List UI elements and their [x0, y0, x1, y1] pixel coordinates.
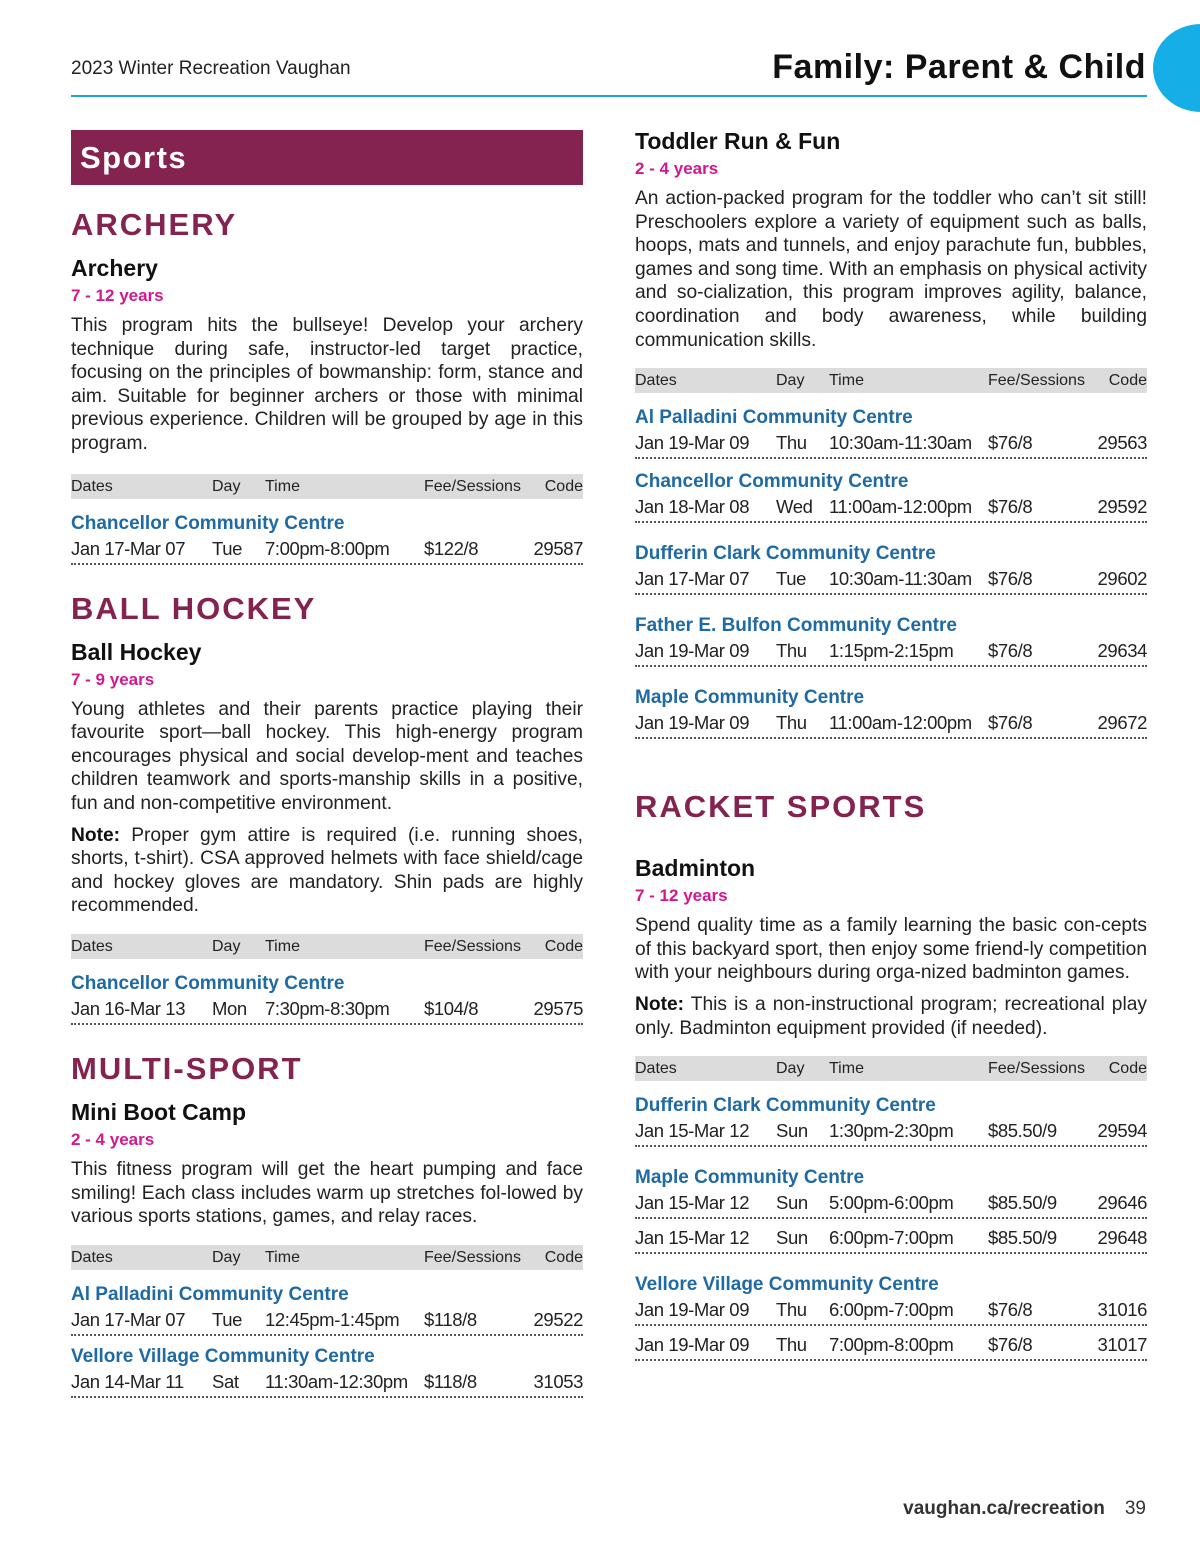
venue-name: Chancellor Community Centre [71, 512, 345, 534]
cell-dates: Jan 19-Mar 09 [635, 1334, 750, 1356]
cell-dates: Jan 17-Mar 07 [635, 568, 750, 590]
cell-time: 6:00pm-7:00pm [829, 1299, 954, 1321]
program-description: Young athletes and their parents practice playing their favourite sport—ball hockey. This high-energy program encourages physical and social develop-ment and teaches children teamwork and sports-manship skills in a positive, fun and non-competitive environment. [71, 698, 583, 814]
cell-code: 31017 [1097, 1334, 1147, 1356]
age-range: 7 - 12 years [635, 886, 728, 906]
cell-code: 29648 [1097, 1227, 1147, 1249]
venue-name: Dufferin Clark Community Centre [635, 543, 936, 565]
cell-day: Thu [776, 1334, 807, 1356]
table-row [71, 535, 583, 565]
footer-url[interactable]: vaughan.ca/recreation [903, 1498, 1105, 1519]
cell-dates: Jan 14-Mar 11 [71, 1370, 184, 1392]
cell-fee: $76/8 [988, 712, 1033, 734]
cell-code: 29672 [1097, 712, 1147, 734]
cell-dates: Jan 19-Mar 09 [635, 1299, 750, 1321]
header-code: Code [544, 1248, 583, 1266]
program-title: Badminton [635, 855, 756, 882]
page-tab-marker [1153, 24, 1200, 112]
cell-dates: Jan 17-Mar 07 [71, 1308, 186, 1330]
cell-time: 11:00am-12:00pm [829, 496, 972, 518]
cell-time: 1:15pm-2:15pm [829, 640, 954, 662]
right-column [635, 128, 1147, 1361]
cell-code: 29522 [533, 1308, 583, 1330]
table-row [635, 1331, 1147, 1361]
cell-day: Tue [212, 537, 242, 559]
cell-fee: $85.50/9 [988, 1120, 1057, 1142]
table-row [635, 429, 1147, 459]
category-multi-sport: MULTI-SPORT [71, 1050, 303, 1086]
cell-time: 11:00am-12:00pm [829, 712, 972, 734]
category-racket-sports: RACKET SPORTS [635, 789, 927, 825]
cell-dates: Jan 15-Mar 12 [635, 1227, 750, 1249]
note-text: Proper gym attire is required (i.e. running shoes, shorts, t-shirt). CSA approved helmets with face shield/cage and hockey gloves are mandatory. Shin pads are highly recommended. [71, 824, 583, 917]
header-dates: Dates [71, 937, 113, 955]
cell-dates: Jan 17-Mar 07 [71, 537, 186, 559]
program-description: This program hits the bullseye! Develop your archery technique during safe, instructor-led target practice, focusing on the principles of bowmanship: form, stance and aim. Suitable for beginner archers or those with minimal previous experience. Children will be grouped by age in this program. [71, 315, 583, 454]
cell-day: Tue [776, 568, 806, 590]
cell-fee: $76/8 [988, 640, 1033, 662]
venue-name: Chancellor Community Centre [635, 471, 909, 493]
cell-fee: $85.50/9 [988, 1227, 1057, 1249]
cell-time: 7:00pm-8:00pm [829, 1334, 954, 1356]
venue-name: Al Palladini Community Centre [635, 407, 913, 429]
cell-fee: $76/8 [988, 1299, 1033, 1321]
cell-fee: $122/8 [424, 537, 479, 559]
venue-name: Maple Community Centre [635, 687, 865, 709]
category-ball-hockey: BALL HOCKEY [71, 590, 317, 626]
header-fee: Fee/Sessions [424, 937, 521, 955]
cell-day: Sun [776, 1227, 808, 1249]
cell-code: 29634 [1097, 640, 1147, 662]
header-code: Code [1108, 1060, 1147, 1078]
program-title: Archery [71, 255, 158, 281]
cell-dates: Jan 15-Mar 12 [635, 1120, 750, 1142]
cell-dates: Jan 19-Mar 09 [635, 712, 750, 734]
header-time: Time [265, 1248, 300, 1266]
program-title: Mini Boot Camp [71, 1098, 247, 1125]
program-title: Toddler Run & Fun [635, 128, 841, 154]
cell-fee: $76/8 [988, 1334, 1033, 1356]
header-time: Time [829, 1060, 864, 1078]
venue-name: Vellore Village Community Centre [635, 1274, 939, 1296]
cell-day: Mon [212, 997, 247, 1019]
header-day: Day [212, 1248, 241, 1266]
cell-day: Thu [776, 712, 807, 734]
program-description: Spend quality time as a family learning the basic con-cepts of this backyard sport, then enjoy some friend-ly competition with your neighbours during orga-nized badminton games. [635, 915, 1147, 984]
cell-fee: $118/8 [424, 1308, 477, 1330]
cell-day: Sat [212, 1370, 239, 1392]
age-range: 2 - 4 years [635, 159, 719, 178]
age-range: 7 - 12 years [71, 286, 164, 305]
cell-dates: Jan 18-Mar 08 [635, 496, 750, 518]
cell-day: Thu [776, 640, 807, 662]
cell-code: 29563 [1097, 432, 1147, 454]
header-day: Day [776, 1060, 805, 1078]
program-note [635, 993, 1147, 1040]
header-day: Day [212, 477, 241, 495]
cell-code: 29592 [1097, 496, 1147, 518]
cell-dates: Jan 15-Mar 12 [635, 1192, 750, 1214]
program-note [71, 824, 583, 918]
table-row [635, 493, 1147, 523]
table-header [635, 368, 1147, 393]
table-row [635, 637, 1147, 667]
header-code: Code [1108, 372, 1147, 390]
header-day: Day [212, 937, 241, 955]
venue-name: Dufferin Clark Community Centre [635, 1095, 936, 1117]
cell-code: 29646 [1097, 1192, 1147, 1214]
program-description: This fitness program will get the heart pumping and face smiling! Each class includes warm up stretches fol-lowed by various sports stations, games, and relay races. [71, 1158, 583, 1228]
cell-time: 10:30am-11:30am [829, 568, 972, 590]
cell-fee: $76/8 [988, 568, 1033, 590]
header-time: Time [265, 937, 300, 955]
cell-dates: Jan 19-Mar 09 [635, 432, 750, 454]
header-fee: Fee/Sessions [988, 372, 1085, 390]
program-title: Ball Hockey [71, 638, 202, 665]
venue-name: Maple Community Centre [635, 1167, 865, 1189]
cell-code: 31016 [1097, 1299, 1147, 1321]
left-column [71, 130, 583, 1398]
guide-title: 2023 Winter Recreation Vaughan [71, 58, 351, 79]
venue-name: Father E. Bulfon Community Centre [635, 615, 957, 637]
table-row [635, 1224, 1147, 1254]
header-code: Code [544, 477, 583, 495]
note-label: Note: [635, 993, 685, 1015]
header-fee: Fee/Sessions [424, 477, 521, 495]
cell-code: 29575 [533, 997, 583, 1019]
table-header [71, 474, 583, 499]
header-dates: Dates [71, 1248, 113, 1266]
header-fee: Fee/Sessions [424, 1248, 521, 1266]
age-range: 2 - 4 years [71, 1129, 155, 1149]
cell-fee: $118/8 [424, 1370, 477, 1392]
header-fee: Fee/Sessions [988, 1060, 1085, 1078]
cell-day: Sun [776, 1120, 808, 1142]
cell-code: 31053 [533, 1370, 583, 1392]
page-number: 39 [1124, 1498, 1146, 1519]
cell-time: 7:00pm-8:00pm [265, 537, 390, 559]
table-row [635, 1117, 1147, 1147]
cell-code: 29602 [1097, 568, 1147, 590]
cell-time: 10:30am-11:30am [829, 432, 972, 454]
cell-day: Wed [776, 496, 813, 518]
cell-fee: $76/8 [988, 432, 1033, 454]
cell-time: 5:00pm-6:00pm [829, 1192, 954, 1214]
note-text: This is a non-instructional program; recreational play only. Badminton equipment provided (if needed). [635, 993, 1147, 1039]
header-time: Time [829, 372, 864, 390]
category-archery: ARCHERY [71, 207, 238, 242]
header-dates: Dates [71, 477, 113, 495]
cell-code: 29587 [533, 537, 583, 559]
cell-time: 7:30pm-8:30pm [265, 997, 390, 1019]
cell-day: Thu [776, 432, 807, 454]
header-dates: Dates [635, 372, 677, 390]
table-row [71, 1306, 583, 1336]
venue-name: Vellore Village Community Centre [71, 1345, 375, 1367]
cell-fee: $76/8 [988, 496, 1033, 518]
note-label: Note: [71, 824, 121, 846]
table-header [71, 934, 583, 959]
cell-code: 29594 [1097, 1120, 1147, 1142]
table-header [635, 1056, 1147, 1081]
cell-dates: Jan 16-Mar 13 [71, 997, 186, 1019]
cell-fee: $85.50/9 [988, 1192, 1057, 1214]
cell-time: 1:30pm-2:30pm [829, 1120, 954, 1142]
table-row [71, 1368, 583, 1398]
cell-dates: Jan 19-Mar 09 [635, 640, 750, 662]
section-title: Sports [71, 130, 583, 185]
table-row [635, 709, 1147, 739]
cell-fee: $104/8 [424, 997, 479, 1019]
cell-day: Thu [776, 1299, 807, 1321]
cell-day: Sun [776, 1192, 808, 1214]
venue-name: Al Palladini Community Centre [71, 1283, 349, 1305]
header-day: Day [776, 372, 805, 390]
page-title: Family: Parent & Child [772, 48, 1146, 86]
program-description: An action-packed program for the toddler who can’t sit still! Preschoolers explore a variety of equipment such as balls, hoops, mats and tunnels, and enjoy parachute fun, bubbles, games and song time. With an emphasis on physical activity and so-cialization, this program improves agility, balance, coordination and body awareness, while building communication skills. [635, 188, 1147, 351]
table-row [71, 995, 583, 1025]
cell-time: 6:00pm-7:00pm [829, 1227, 954, 1249]
age-range: 7 - 9 years [71, 669, 155, 689]
table-row [635, 1296, 1147, 1326]
table-row [635, 1189, 1147, 1219]
header-rule [71, 95, 1147, 97]
table-row [635, 565, 1147, 595]
page-footer [903, 1498, 1146, 1520]
cell-day: Tue [212, 1308, 242, 1330]
table-header [71, 1245, 583, 1270]
cell-time: 11:30am-12:30pm [265, 1370, 408, 1392]
venue-name: Chancellor Community Centre [71, 972, 345, 994]
header-time: Time [265, 477, 300, 495]
header-code: Code [544, 937, 583, 955]
cell-time: 12:45pm-1:45pm [265, 1308, 400, 1330]
header-dates: Dates [635, 1060, 677, 1078]
